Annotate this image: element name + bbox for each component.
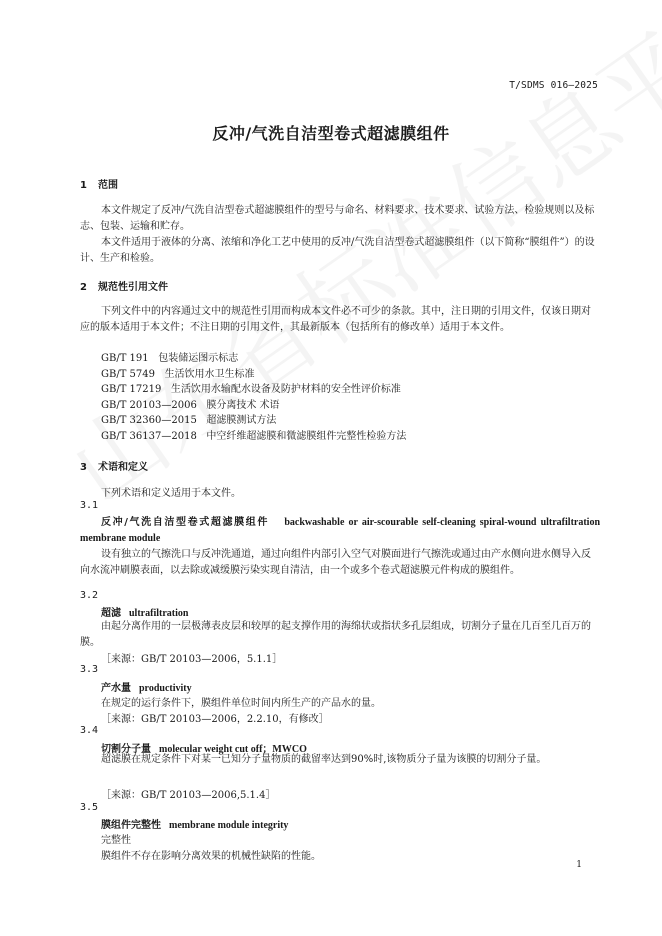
reference-code: GB/T 17219 — [101, 384, 162, 396]
reference-item — [101, 382, 406, 398]
document-code: T/SDMS 016—2025 — [509, 80, 598, 91]
reference-item — [101, 429, 406, 445]
reference-item — [101, 367, 406, 383]
section-number: 3 — [80, 462, 87, 473]
term-source: ［来源：GB/T 20103—2006,5.1.4］ — [101, 790, 276, 801]
reference-code: GB/T 20103—2006 — [101, 399, 197, 411]
term-definition: 膜组件不存在影响分离效果的机械性缺陷的性能。 — [101, 851, 321, 862]
term-heading — [101, 604, 188, 619]
scope-paragraph-1: 本文件规定了反冲/气洗自洁型卷式超滤膜组件的型号与命名、材料要求、技术要求、试验方法、检验规则以及标志、包装、运输和贮存。 — [80, 205, 595, 232]
section-title: 范围 — [98, 180, 118, 191]
term-source: ［来源：GB/T 20103—2006，5.1.1］ — [101, 654, 283, 665]
section-number: 2 — [80, 282, 87, 293]
reference-item — [101, 351, 406, 367]
reference-name: 中空纤维超滤膜和微滤膜组件完整性检验方法 — [206, 430, 407, 442]
term-definition: 设有独立的气擦洗口与反冲洗通道，通过向组件内部引入空气对膜面进行气擦洗或通过由产水侧向进水侧导入反向水流冲刷膜表面，以去除或减缓膜污染实现自清洁，由一个或多个卷式超滤膜元件构成的膜组件。 — [80, 549, 591, 576]
section-title: 术语和定义 — [98, 462, 148, 473]
normative-paragraph: 下列文件中的内容通过文中的规范性引用而构成本文件必不可少的条款。其中，注日期的引用文件，仅该日期对应的版本适用于本文件；不注日期的引用文件，其最新版本（包括所有的修改单）适用于本文件。 — [80, 306, 591, 333]
term-heading — [101, 816, 288, 831]
term-number: 3.1 — [80, 500, 99, 511]
terms-intro: 下列术语和定义适用于本文件。 — [101, 488, 241, 499]
reference-list — [101, 351, 406, 445]
section-2-heading — [80, 278, 168, 293]
reference-name: 生活饮用水卫生标准 — [164, 368, 255, 380]
term-definition: 超滤膜在规定条件下对某一已知分子量物质的截留率达到90%时,该物质分子量为该膜的切割分子量。 — [101, 754, 547, 765]
document-title: 反冲/气洗自洁型卷式超滤膜组件 — [212, 124, 450, 143]
section-3-heading — [80, 458, 148, 473]
term-name-cn: 切割分子量 — [101, 744, 151, 755]
term-source: ［来源：GB/T 20103—2006，2.2.10，有修改］ — [101, 714, 329, 725]
term-name-en: productivity — [139, 683, 192, 694]
term-name-en: backwashable or air-scourable self-cleaning spiral-wound ultrafiltration membrane module — [80, 517, 601, 544]
term-definition: 在规定的运行条件下，膜组件单位时间内所生产的产品水的量。 — [101, 698, 381, 709]
reference-code: GB/T 36137—2018 — [101, 430, 197, 442]
reference-code: GB/T 5749 — [101, 368, 156, 380]
term-name-en: ultrafiltration — [129, 608, 189, 619]
term-name-en: membrane module integrity — [169, 820, 289, 831]
term-name-cn: 反冲/气洗自洁型卷式超滤膜组件 — [101, 517, 270, 528]
term-number: 3.2 — [80, 590, 99, 601]
term-heading — [80, 515, 600, 547]
reference-item — [101, 398, 406, 414]
term-heading — [101, 679, 192, 694]
term-name-cn: 产水量 — [101, 683, 131, 694]
reference-code: GB/T 32360—2015 — [101, 415, 197, 427]
term-name-cn: 膜组件完整性 — [101, 820, 161, 831]
reference-name: 包装储运图示标志 — [158, 353, 239, 364]
term-name-cn: 超滤 — [101, 608, 121, 619]
section-title: 规范性引用文件 — [98, 282, 168, 293]
reference-item — [101, 413, 406, 429]
scope-paragraph-2: 本文件适用于液体的分离、浓缩和净化工艺中使用的反冲/气洗自洁型卷式超滤膜组件（以下简称“膜组件”）的设计、生产和检验。 — [80, 237, 595, 264]
reference-name: 生活饮用水输配水设备及防护材料的安全性评价标准 — [170, 384, 401, 396]
reference-code: GB/T 191 — [101, 353, 149, 364]
reference-name: 膜分离技术 术语 — [206, 399, 280, 411]
section-number: 1 — [80, 180, 87, 191]
page-number: 1 — [576, 860, 582, 870]
reference-name: 超滤膜测试方法 — [206, 415, 277, 427]
term-number: 3.5 — [80, 802, 99, 813]
term-number: 3.4 — [80, 725, 99, 736]
term-alternative: 完整性 — [101, 835, 131, 846]
term-definition: 由起分离作用的一层极薄表皮层和较厚的起支撑作用的海绵状或指状多孔层组成，切割分子量在几百至几百万的膜。 — [80, 621, 591, 648]
section-1-heading — [80, 176, 118, 191]
term-number: 3.3 — [80, 664, 99, 675]
term-name-en: molecular weight cut off；MWCO — [159, 744, 307, 755]
